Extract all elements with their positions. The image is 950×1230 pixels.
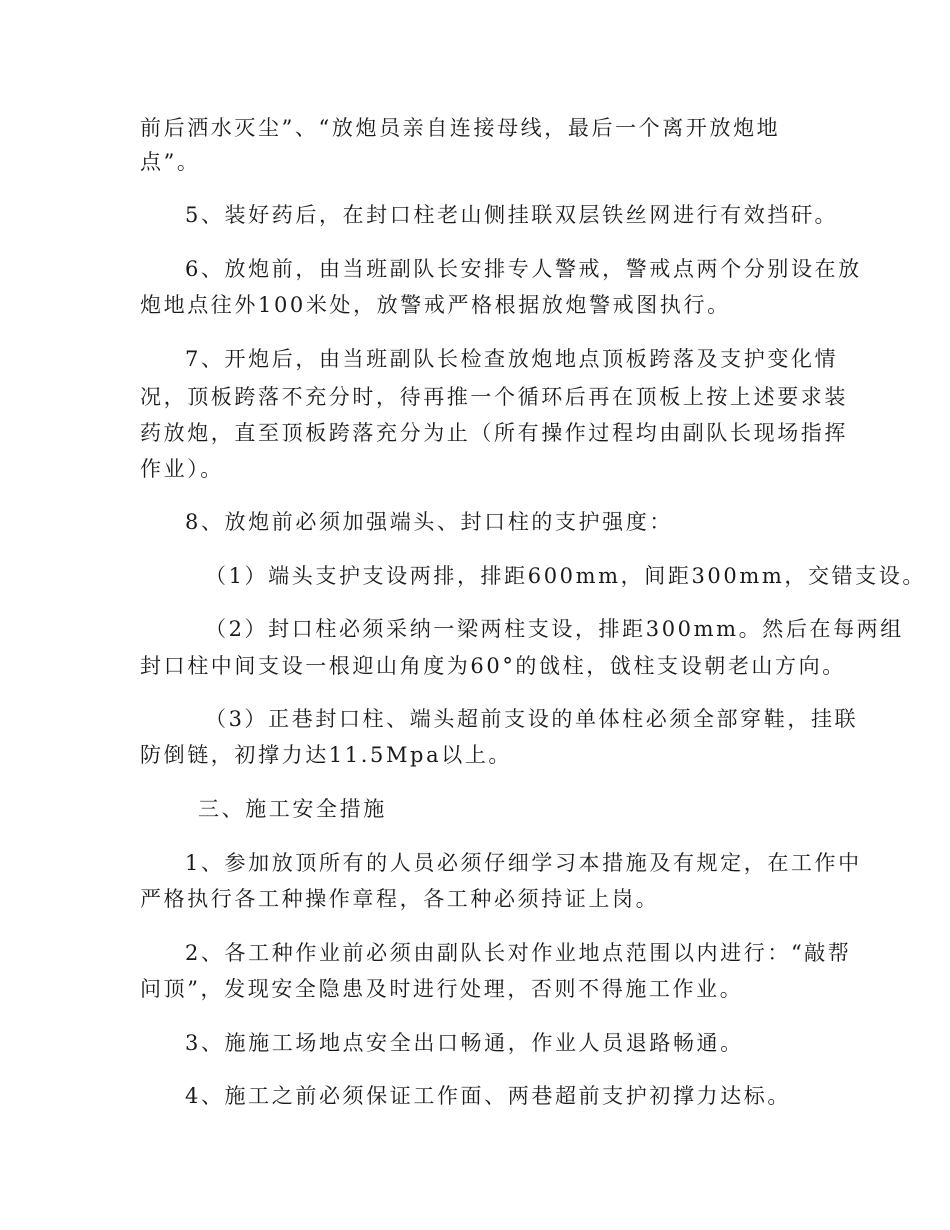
- text-line: 1、参加放顶所有的人员必须仔细学习本措施及有规定，在工作中: [185, 851, 862, 875]
- text-line: 炮地点往外100米处，放警戒严格根据放炮警戒图执行。: [140, 293, 731, 317]
- text-line: 封口柱中间支设一根迎山角度为60°的戗柱，戗柱支设朝老山方向。: [140, 654, 846, 678]
- text-line: 4、施工之前必须保证工作面、两巷超前支护初撑力达标。: [185, 1084, 791, 1108]
- text-line: 防倒链，初撑力达11.5Mpa以上。: [140, 743, 513, 767]
- text-line: （1）端头支护支设两排，排距600mm，间距300mm，交错支设。: [205, 564, 926, 588]
- text-line: 6、放炮前，由当班副队长安排专人警戒，警戒点两个分别设在放: [185, 257, 862, 281]
- text-line: 况，顶板跨落不充分时，待再推一个循环后再在顶板上按上述要求装: [140, 385, 848, 409]
- text-line: （3）正巷封口柱、端头超前支设的单体柱必须全部穿鞋，挂联: [205, 707, 859, 731]
- text-line: 前后洒水灭尘”、“放炮员亲自连接母线，最后一个离开放炮地: [140, 116, 781, 140]
- text-line: 5、装好药后，在封口柱老山侧挂联双层铁丝网进行有效挡矸。: [185, 203, 839, 227]
- section-heading: 三、施工安全措施: [198, 797, 387, 821]
- text-line: 作业）。: [140, 457, 224, 481]
- text-line: 问顶”，发现安全隐患及时进行处理，否则不得施工作业。: [140, 977, 744, 1001]
- text-line: 药放炮，直至顶板跨落充分为止（所有操作过程均由副队长现场指挥: [140, 421, 848, 445]
- text-line: 7、开炮后，由当班副队长检查放炮地点顶板跨落及支护变化情: [185, 347, 839, 371]
- text-line: 严格执行各工种操作章程，各工种必须持证上岗。: [140, 887, 660, 911]
- text-line: 2、各工种作业前必须由副队长对作业地点范围以内进行：“敲帮: [185, 941, 852, 965]
- text-line: 点”。: [140, 150, 201, 174]
- text-line: 3、施施工场地点安全出口畅通，作业人员退路畅通。: [185, 1031, 744, 1055]
- text-line: 8、放炮前必须加强端头、封口柱的支护强度：: [185, 510, 673, 534]
- text-line: （2）封口柱必须采纳一梁两柱支设，排距300mm。然后在每两组: [205, 617, 904, 641]
